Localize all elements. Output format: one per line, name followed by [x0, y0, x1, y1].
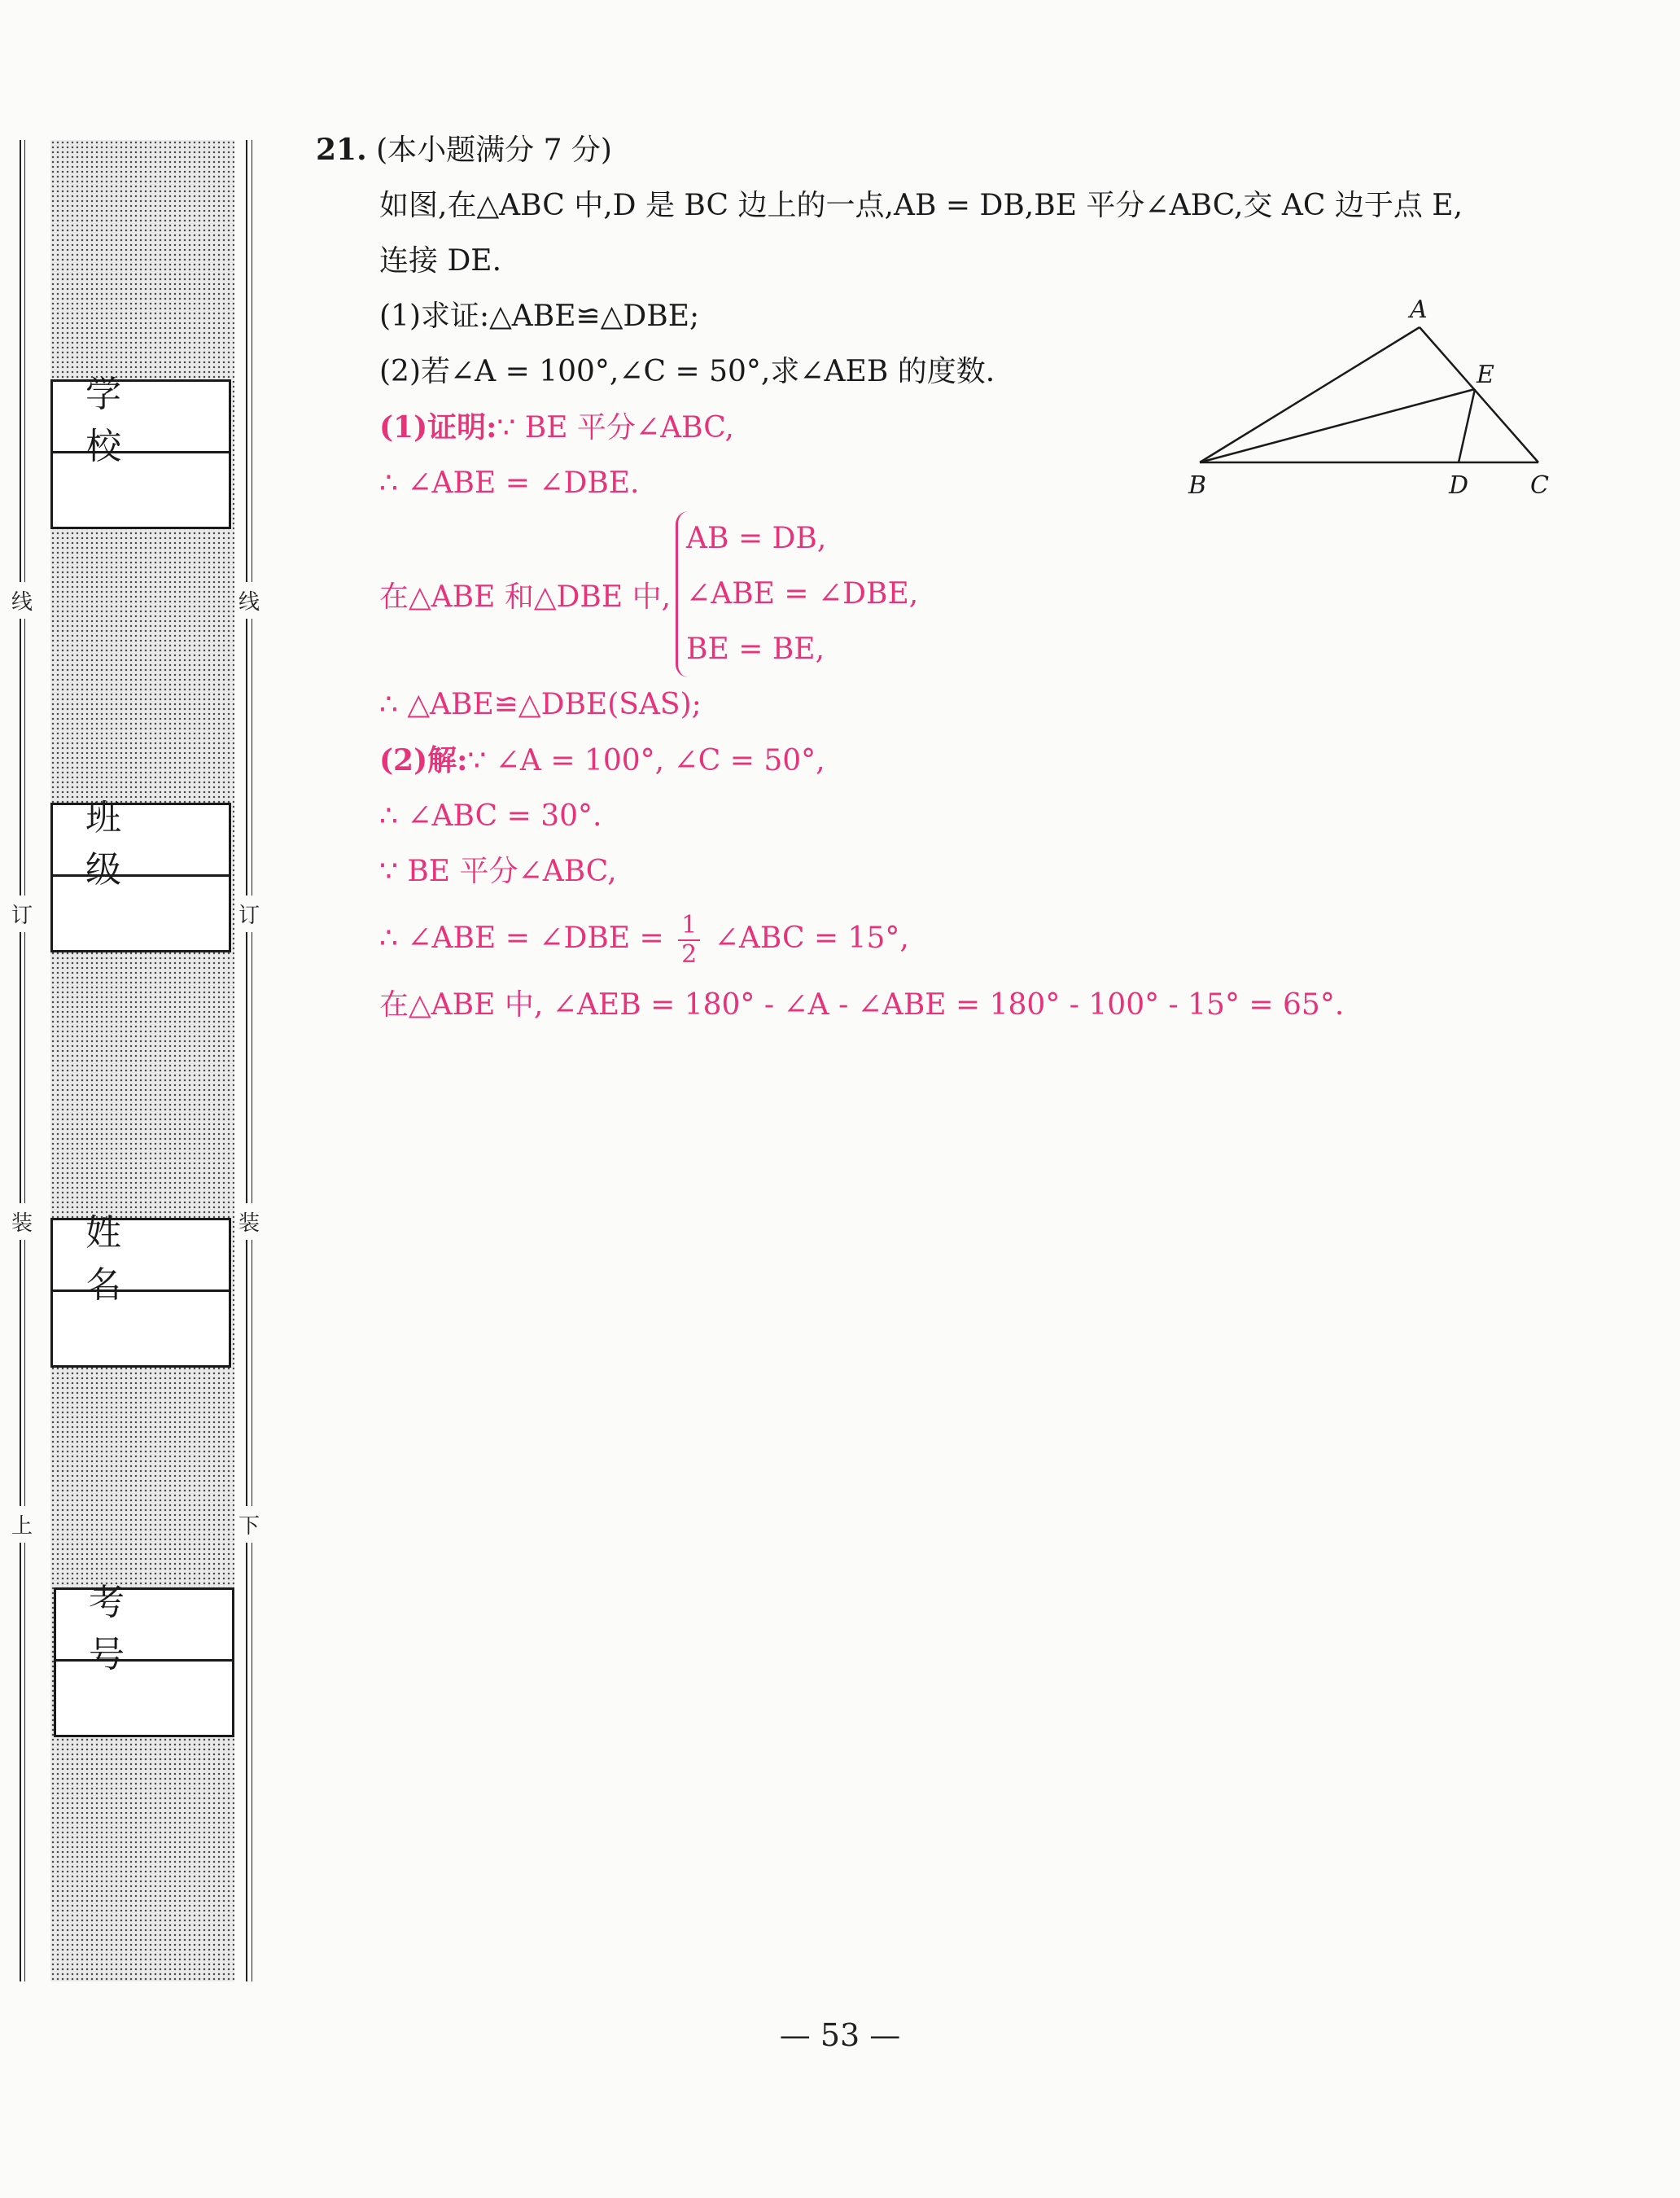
label-d: D [1449, 471, 1469, 500]
binding-char-right-1: 线 [237, 582, 261, 619]
binding-line-right [246, 140, 247, 1981]
binding-line-left-inner [24, 140, 25, 1981]
binding-char-left-1: 线 [10, 582, 34, 619]
class-box [50, 796, 231, 952]
label-c: C [1530, 471, 1549, 500]
question-stem-1: 如图,在△ABC 中,D 是 BC 边上的一点,AB = DB,BE 平分∠ABC,交 AC 边于点 E, [379, 189, 1463, 222]
question-content [316, 122, 1569, 1033]
answer-p2-line4-post: ∠ABC = 15°, [714, 922, 909, 955]
triangle-figure [1180, 293, 1571, 505]
answer-system-eq3: BE = BE, [686, 633, 825, 666]
question-part2: (2)若∠A = 100°,∠C = 50°,求∠AEB 的度数. [379, 355, 995, 388]
binding-line-left [20, 140, 21, 1981]
answer-p1-line2: ∴ ∠ABE = ∠DBE. [379, 466, 640, 500]
answer-p1-head: (1)证明: [379, 410, 497, 444]
answer-p2-line5: 在△ABE 中, ∠AEB = 180° - ∠A - ∠ABE = 180° - 100° - 15° = 65°. [379, 988, 1345, 1022]
binding-char-right-3: 装 [237, 1203, 261, 1240]
fraction-denominator: 2 [681, 940, 698, 969]
question-part1: (1)求证:△ABE≌△DBE; [379, 300, 700, 333]
name-label: 姓 名 [53, 1220, 229, 1292]
segment-de [1459, 389, 1475, 462]
answer-p2-line4-pre: ∴ ∠ABE = ∠DBE = [379, 922, 664, 955]
answer-system-brace [676, 511, 918, 677]
binding-char-right-4: 下 [237, 1506, 261, 1543]
segment-ac [1420, 327, 1538, 462]
question-header [316, 122, 1569, 178]
answer-p2-line4 [316, 900, 1569, 978]
segment-ab [1200, 327, 1420, 462]
fraction-numerator: 1 [678, 912, 700, 941]
answer-p2-line3: ∵ BE 平分∠ABC, [379, 855, 617, 888]
binding-char-left-4: 上 [10, 1506, 34, 1543]
answer-p2-line2: ∴ ∠ABC = 30°. [379, 799, 602, 833]
exam-number-label: 考 号 [56, 1590, 232, 1662]
answer-p1-line3: ∴ △ABE≌△DBE(SAS); [379, 688, 702, 721]
answer-system-eq2: ∠ABE = ∠DBE, [686, 577, 919, 611]
binding-char-right-2: 订 [237, 895, 261, 932]
answer-p1-text1: ∵ BE 平分∠ABC, [497, 411, 734, 444]
exam-number-box [54, 1581, 234, 1737]
school-box [50, 373, 231, 529]
fraction-half [678, 912, 700, 969]
school-label: 学 校 [53, 382, 229, 453]
answer-system [316, 511, 1569, 677]
question-stem-2: 连接 DE. [379, 244, 502, 278]
page-number: — 53 — [779, 2017, 901, 2053]
name-box [50, 1211, 231, 1368]
question-number: 21. [316, 133, 367, 167]
class-label: 班 级 [53, 805, 229, 877]
label-b: B [1188, 471, 1207, 500]
answer-system-prefix: 在△ABE 和△DBE 中, [379, 580, 672, 614]
segment-be [1200, 389, 1475, 462]
binding-char-left-3: 装 [10, 1203, 34, 1240]
answer-system-eq1: AB = DB, [686, 522, 827, 555]
label-e: E [1477, 361, 1494, 389]
answer-p2-head: (2)解: [379, 743, 468, 777]
question-points: (本小题满分 7 分) [376, 134, 612, 167]
binding-char-left-2: 订 [10, 895, 34, 932]
answer-p2-text1: ∵ ∠A = 100°, ∠C = 50°, [467, 744, 825, 777]
answer-p2-line1 [316, 733, 1569, 789]
label-a: A [1410, 296, 1428, 324]
